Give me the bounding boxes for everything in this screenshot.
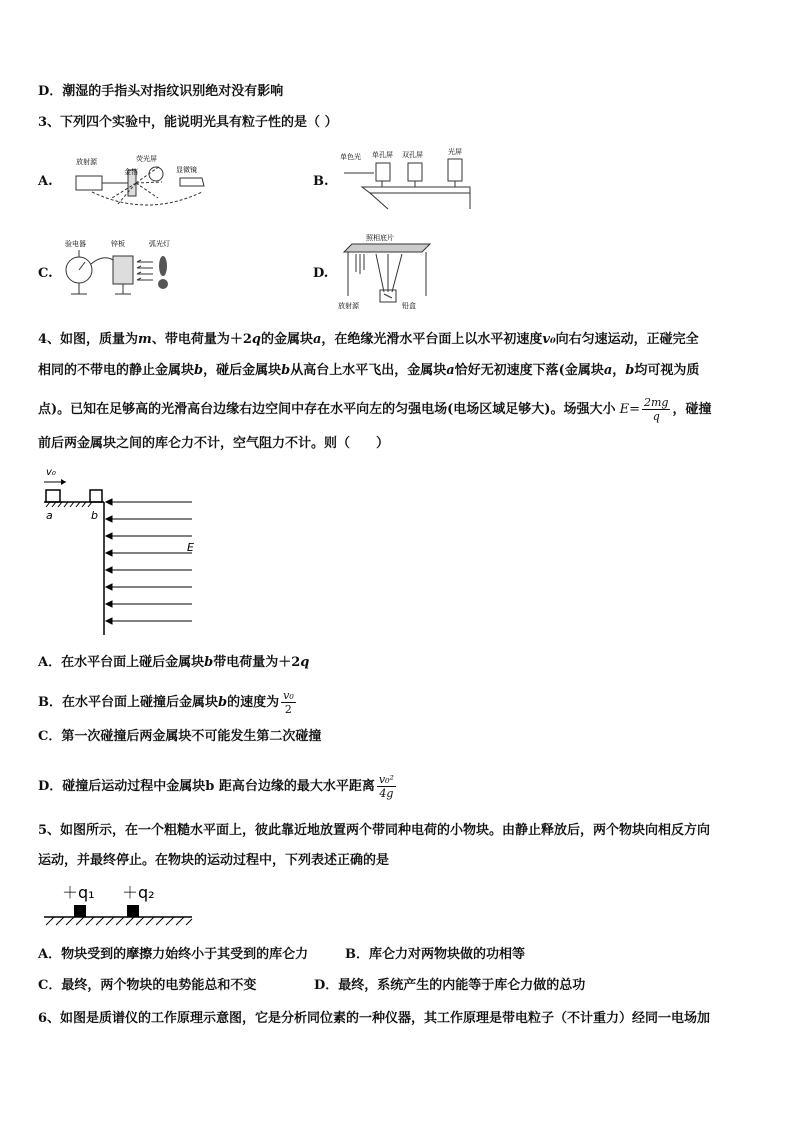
q3-option-a-letter: A. — [38, 174, 53, 189]
q3a-label-foil: 金箔 — [124, 168, 138, 176]
q4-option-c: C．第一次碰撞后两金属块不可能发生第二次碰撞 — [38, 729, 322, 744]
q3c-label-lamp: 弧光灯 — [149, 240, 170, 248]
q4-line1: 4、如图，质量为m、带电荷量为＋2q的金属块a，在绝缘光滑水平台面上以水平初速度v₀向右匀速运动，正碰完全 — [38, 332, 699, 347]
q4-line3: 点)。已知在足够高的光滑高台边缘右边空间中存在水平向左的匀强电场(电场区域足够大)。场强大小 E= $\frac{2mg}{q}$ ，碰撞 — [38, 396, 712, 423]
q3-option-c-letter: C. — [38, 266, 53, 281]
q3-figure-d — [336, 232, 446, 310]
option-d-fraction: $\frac{\text{v₀²}}{4g}$ — [378, 773, 394, 800]
q5-line2: 运动，并最终停止。在物块的运动过程中，下列表述正确的是 — [38, 853, 390, 868]
q3d-label-lead: 铅盒 — [402, 302, 416, 310]
prev-option-d: D．潮湿的手指头对指纹识别绝对没有影响 — [38, 84, 284, 99]
q6-line1: 6、如图是质谱仪的工作原理示意图，它是分析同位素的一种仪器，其工作原理是带电粒子（不计重力）经同一电场加 — [38, 1011, 711, 1026]
option-b-fraction: $\frac{\text{v₀}}{2}$ — [283, 689, 294, 716]
q4-option-b: B．在水平台面上碰撞后金属块b的速度为 $\frac{\text{v₀}}{2}$ — [38, 689, 294, 716]
q3-stem: 3、下列四个实验中，能说明光具有粒子性的是（ ） — [38, 115, 338, 130]
q5-option-a: A．物块受到的摩擦力始终小于其受到的库仑力 — [38, 947, 309, 962]
q2-label: ＋q₂ — [122, 883, 155, 902]
q3c-label-electroscope: 验电器 — [65, 240, 86, 248]
b-label: b — [91, 509, 98, 522]
q3b-label-single: 单孔屏 — [372, 151, 393, 159]
q5-option-d: D．最终，系统产生的内能等于库仑力做的总功 — [314, 978, 586, 993]
q4-line4: 前后两金属块之间的库仑力不计，空气阻力不计。则（ ） — [38, 436, 390, 451]
q3-figure-a — [72, 152, 222, 210]
q3b-label-double: 双孔屏 — [402, 151, 423, 159]
q3a-label-microscope: 显微镜 — [176, 166, 197, 174]
q3-option-d-letter: D. — [313, 266, 329, 281]
q4-line2: 相同的不带电的静止金属块b，碰后金属块b从高台上水平飞出，金属块a恰好无初速度下落(金属块a，b均可视为质 — [38, 363, 700, 378]
q3d-label-film: 照相底片 — [366, 234, 394, 242]
q4-figure — [38, 465, 198, 640]
field-fraction: $\frac{2mg}{q}$ — [644, 396, 669, 423]
q5-option-c: C．最终，两个物块的电势能总和不变 — [38, 978, 257, 993]
q4-option-a: A．在水平台面上碰后金属块b带电荷量为＋2q — [38, 655, 310, 670]
a-label: a — [46, 509, 53, 522]
q5-line1: 5、如图所示，在一个粗糙水平面上，彼此靠近地放置两个带同种电荷的小物块。由静止释放后，两个物块向相反方向 — [38, 823, 711, 838]
q3-figure-c — [63, 236, 185, 302]
q3c-label-zinc: 锌板 — [111, 240, 125, 248]
q3b-label-light: 单色光 — [340, 153, 361, 161]
q1-label: ＋q₁ — [62, 883, 95, 902]
q4-option-d: D．碰撞后运动过程中金属块b 距高台边缘的最大水平距离 $\frac{\text{v₀²}}{4g}$ — [38, 773, 394, 800]
q3-option-b-letter: B. — [313, 174, 329, 189]
q5-option-b: B．库仑力对两物块做的功相等 — [345, 947, 525, 962]
q3a-label-screen: 荧光屏 — [136, 155, 157, 163]
q5-figure — [42, 880, 202, 932]
q3a-label-source: 放射源 — [76, 158, 97, 166]
v0-label: v₀ — [46, 467, 56, 478]
E-label: E — [187, 541, 194, 554]
q3-figure-b — [340, 145, 475, 211]
q3d-label-source: 放射源 — [338, 302, 359, 310]
q3b-label-screen: 光屏 — [448, 148, 462, 156]
